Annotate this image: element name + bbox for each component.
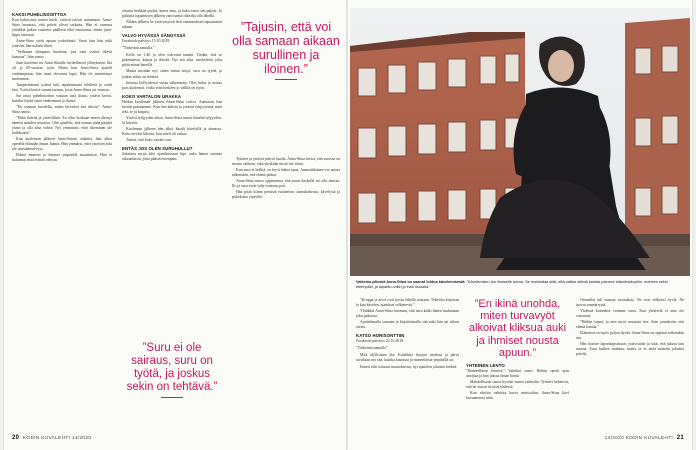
right-column-3 [576, 298, 684, 421]
body-paragraph: Kun kuoleman jälkeen Anna-Stinan vaikeita, hän alkoi opetella elämään ilman Juania. Hän ymmärsi, ettei ystävien tuki ole itsestäänselvyys. [12, 137, 112, 152]
body-paragraph: Tamperelainen ystävä luki tapahtumasta lehdestä ja soitti heti. Ystävä kertoi saman tarinan, josta Anna-Stina sai voimaa. [12, 82, 112, 92]
body-paragraph: Yhdessä kuitenkin voimme surra. Kun yhteiselä ei aina ole vastausta. [576, 309, 684, 319]
body-paragraph: Sai ottaa puhelinsoiton vastaan sinä iltana, ystävä kertoi, kuinka löytää omat vanhemmat ja iloista. [12, 93, 112, 103]
section-heading: YHTEINEN LENTO [466, 363, 505, 368]
section-heading: KATSO HORISONTTIIN [356, 333, 405, 339]
folio-text: KODIN KUVALEHTI 14/2020 [22, 436, 92, 441]
body-paragraph: Hän pitää kiinni pienistä rutiineista: aamukahvista, kävelystä ja puheluista ystäville. [232, 190, 340, 200]
pull-quote-rule [161, 397, 183, 398]
body-paragraph: Kun elettiin valmiita kuvia muistoihin, Anna-Stina kävi kuvaamassa niitä. [466, 391, 569, 401]
left-column-1 [12, 9, 112, 421]
body-paragraph: Hän iloitsee lapsenlapsistaan, ystävistään ja siitä, että jaksaa taas nauraa. Suru kulkee mukana, mutta se ei enää määritä jokaista päivää. [576, 342, 684, 357]
right-column-2 [466, 360, 569, 421]
page-number: 21 [676, 435, 684, 441]
page-folio-left [12, 435, 91, 441]
body-paragraph: Tuntui, että koko vartalo suri. [126, 138, 173, 143]
caption-lead: Vaikeina päivinä Anna-Stina on saanut lohtua kävelemisestä. [356, 280, 466, 284]
body-paragraph: ”En osannut kuvitella, miten hirveästi sitä itkisin”, Anna-Stina sanoo. [12, 104, 112, 114]
section-heading: ENTÄS JOS OLEN SURUHULLU? [122, 146, 193, 152]
body-paragraph: ”Heikin toipui, ja niin myös muutuin itse. Sain ymmärrän, että elämä kantaa.” [576, 320, 684, 330]
body-paragraph: Muuta mistään nyt, sitten minut sitoja, suru on tyydä, ja joskus sekin on tehtävä. [122, 69, 222, 79]
body-paragraph: Mitä idyllisinen ilta. Kaislikko huojuu tuulessa ja päivä tavallaan nyt sitä, kuinka kaunista ja monenlaista ympärillä on. [356, 353, 459, 363]
body-paragraph: Kello on 1.40 ja olen valvonut tunnin. Tiedän, että se puhemiesta, kipuja ja ikävää. Nyt sen aika, merkeleitä, joka pitää minut hereillä. [122, 53, 222, 68]
body-paragraph: Niiden jälkeen he ystävystyivät heti ensimmäisen tapaamisen aikana. [122, 20, 222, 30]
body-paragraph: Kun suru ei hellitä, on hyvä hakea apua. Ammattilainen voi auttaa näkemään, että elämä jatkuu. [232, 168, 340, 178]
folio-text: 14/2020 KODIN KUVALEHTI [604, 436, 674, 441]
pull-quote-rule [275, 79, 297, 80]
body-paragraph: Ystävä tyhjyyden aikaa, Anna-Stina tuntui häneltä tyhjyyden. Ja kävelit. [122, 115, 222, 125]
page-folio-right [605, 435, 684, 441]
pull-quote-right [466, 298, 569, 359]
body-paragraph: Heikin kuoleman jälkeen Anna-Stina valvoi. Aamuisin hän herätti puhtaamme. Kun hän kahvin ja ystävät tyhjyytensä, mitä teki, se ja kaipasi. [122, 99, 222, 114]
body-paragraph: Omaisilta tuli samoja vastauksia. Ne ovat selkeästi hyviä. Ne tuovat ymmärrystä. [576, 298, 684, 308]
pull-quote-text: ”En ikinä unohda, miten turvavyöt alkoivat kliksua auki ja ihmiset nousta apuun.” [468, 298, 567, 359]
body-paragraph: Ajattelemalla suruaan ja kirjoittamalla sitä auki hän sai siihen otetta. [356, 320, 459, 330]
pull-quote-text: ”Suru ei ole sairaus, suru on työtä, ja joskus sekin on tehtävä.” [126, 342, 218, 393]
section-heading: VALVO HYVÄSSÄ SÄNGYSSÄ [122, 33, 186, 39]
body-paragraph: Anna-Stina sanoo oppineensa, että surun keskellä voi silti nauraa. Ilo ja suru eivät sulje toisiaan pois. [232, 179, 340, 189]
caption-text: ”Kävelemisen tuo ihmiselle toivoa. Se muistuttaa siitä, että vaikka elämä kantaa paineen elämänsävyihin, meneen sekin eteenpäin, ja tapahtu onkin jo ihan muualla.” [356, 280, 668, 289]
portrait-photo [350, 8, 690, 276]
body-paragraph: Yhtäkkiä Anna-Stina huomasi, että suru kulki hänen mukanaan joka paikassa. [356, 309, 459, 319]
body-paragraph: Mahdollisuus sanoa hyvästi tuntui vaikealta. Tyttäret halusivat, että he asuvat tiiviisti yhdessä. [466, 380, 569, 390]
body-paragraph: Jokainen surija kävi ajatuksissaan läpi, onko hänen surunsa oikeanlaista, josta päästä eteenpäin. [122, 152, 222, 162]
body-paragraph: Elämä muuttui ja ihmiset ympärillä muuttuivat. Hän ei halunnut enää esittää vahvaa. [12, 153, 112, 163]
body-paragraph: Ennen olin tottunut muutoksessa, nyt ajattelen jokaista hetkeä. [360, 364, 458, 369]
body-paragraph: ”Ihanteellinen lentävä.” Valeikoi sanoi. Heikin opetti ajan unohtaa ja hän jaksaa ilman häntä. [466, 369, 569, 379]
pull-quote-top [232, 20, 340, 80]
body-paragraph: ”Sellainen ylimpana huolenta, jota vain ystävä itkevä kumoaa”, hän sanoo. [12, 50, 112, 60]
post-meta: ”Tärkeintä aamulla” [356, 346, 388, 351]
body-paragraph: ”Kroppa ja aivot ovat hyvin lähellä toisiaan. Tekeväst kirjoitan ja kun kävelen, ajatukset selkenevät.” [356, 298, 459, 308]
page-number: 20 [12, 435, 20, 441]
body-paragraph: Anna-Stina soitti apuun ystäväänsä. Vasta kun hän näki ystävän, hän uskalsi itkeä. [12, 39, 112, 49]
body-paragraph: Elämässä on myös paljon hyvää. Anna-Stina on oppinut näkemään sen. [576, 331, 684, 341]
body-paragraph: ottanut herkkää puolta, kuten aina, ja kuka sanoi sen paljon. Jo pitkästä tapaamisen jälkeen vain tuntui oikealta olla lähellä. [122, 9, 222, 19]
post-meta: ”Tärkeintä aamulla.” [122, 46, 155, 51]
post-meta: Facebook-päivitys 15.10.2019. [122, 39, 171, 44]
body-paragraph: ”Ehkä ikävää ja ystävällistä. En ollut koskaan ennen itkenyt ääneen muiden seurassa. Olin ajatellut, että minun pitää pärjätä yksin ja olla aina vahva. Nyt ymmärsin, ettei itkeminen ole heikkoutta.” [12, 115, 112, 136]
body-paragraph: Imartaa kyllyydessä virtaa vähemmän. Olen hidas ja nostaa pois kuolemat, voiko erän hetkeen jo väliltä on tyyni. [122, 80, 222, 90]
left-column-3 [232, 157, 340, 421]
left-page [4, 0, 347, 450]
body-paragraph: Tyttäret ja ystävät pitivät huolta. Anna-Stina kertoi, että surussa on monta vaihetta, eikä yksikään niistä ole väärä. [232, 157, 340, 167]
section-heading: KOKO VARTALON URAKKA [122, 93, 182, 99]
body-paragraph: Juan kuolema toi Anna-Stinalle täydellisesti yllätyksenä. Ikä oli jo 85-vuotias, tytär. Mutta kun Anna-Stina ajatteli vanhempiaan, hän tunsi olevansa lapsi. Hän oli menettänyt molemmat. [12, 61, 112, 81]
photo-illustration [350, 8, 690, 276]
body-paragraph: Kun kaksosista toinen kuoli, ystävät tulivat auttamaan. Anna-Stina huomasi, että päivät olivat raskaita. Hän ei osannut yhtäkkiä pukea vaatteita päälleen eikä muistanut, miten juna-lippu ostetaan. [12, 18, 112, 38]
body-paragraph: Kuoleman jälkeen hän alkoi käydä kävelyllä ja uimassa. Keho tarvitsi liikettä, kun mieli oli raskas. [122, 126, 222, 136]
right-page [348, 0, 692, 450]
pull-quote-text: ”Tajusin, että voi olla samaan aikaan surullinen ja iloinen.” [232, 20, 340, 76]
post-meta: Facebook-päivitys 22.10.2019. [356, 339, 405, 344]
pull-quote-bottom [122, 342, 222, 398]
photo-caption [356, 280, 684, 290]
section-heading: KAKSI PUHELINSOITTOA [12, 12, 67, 17]
right-column-1 [356, 298, 459, 421]
